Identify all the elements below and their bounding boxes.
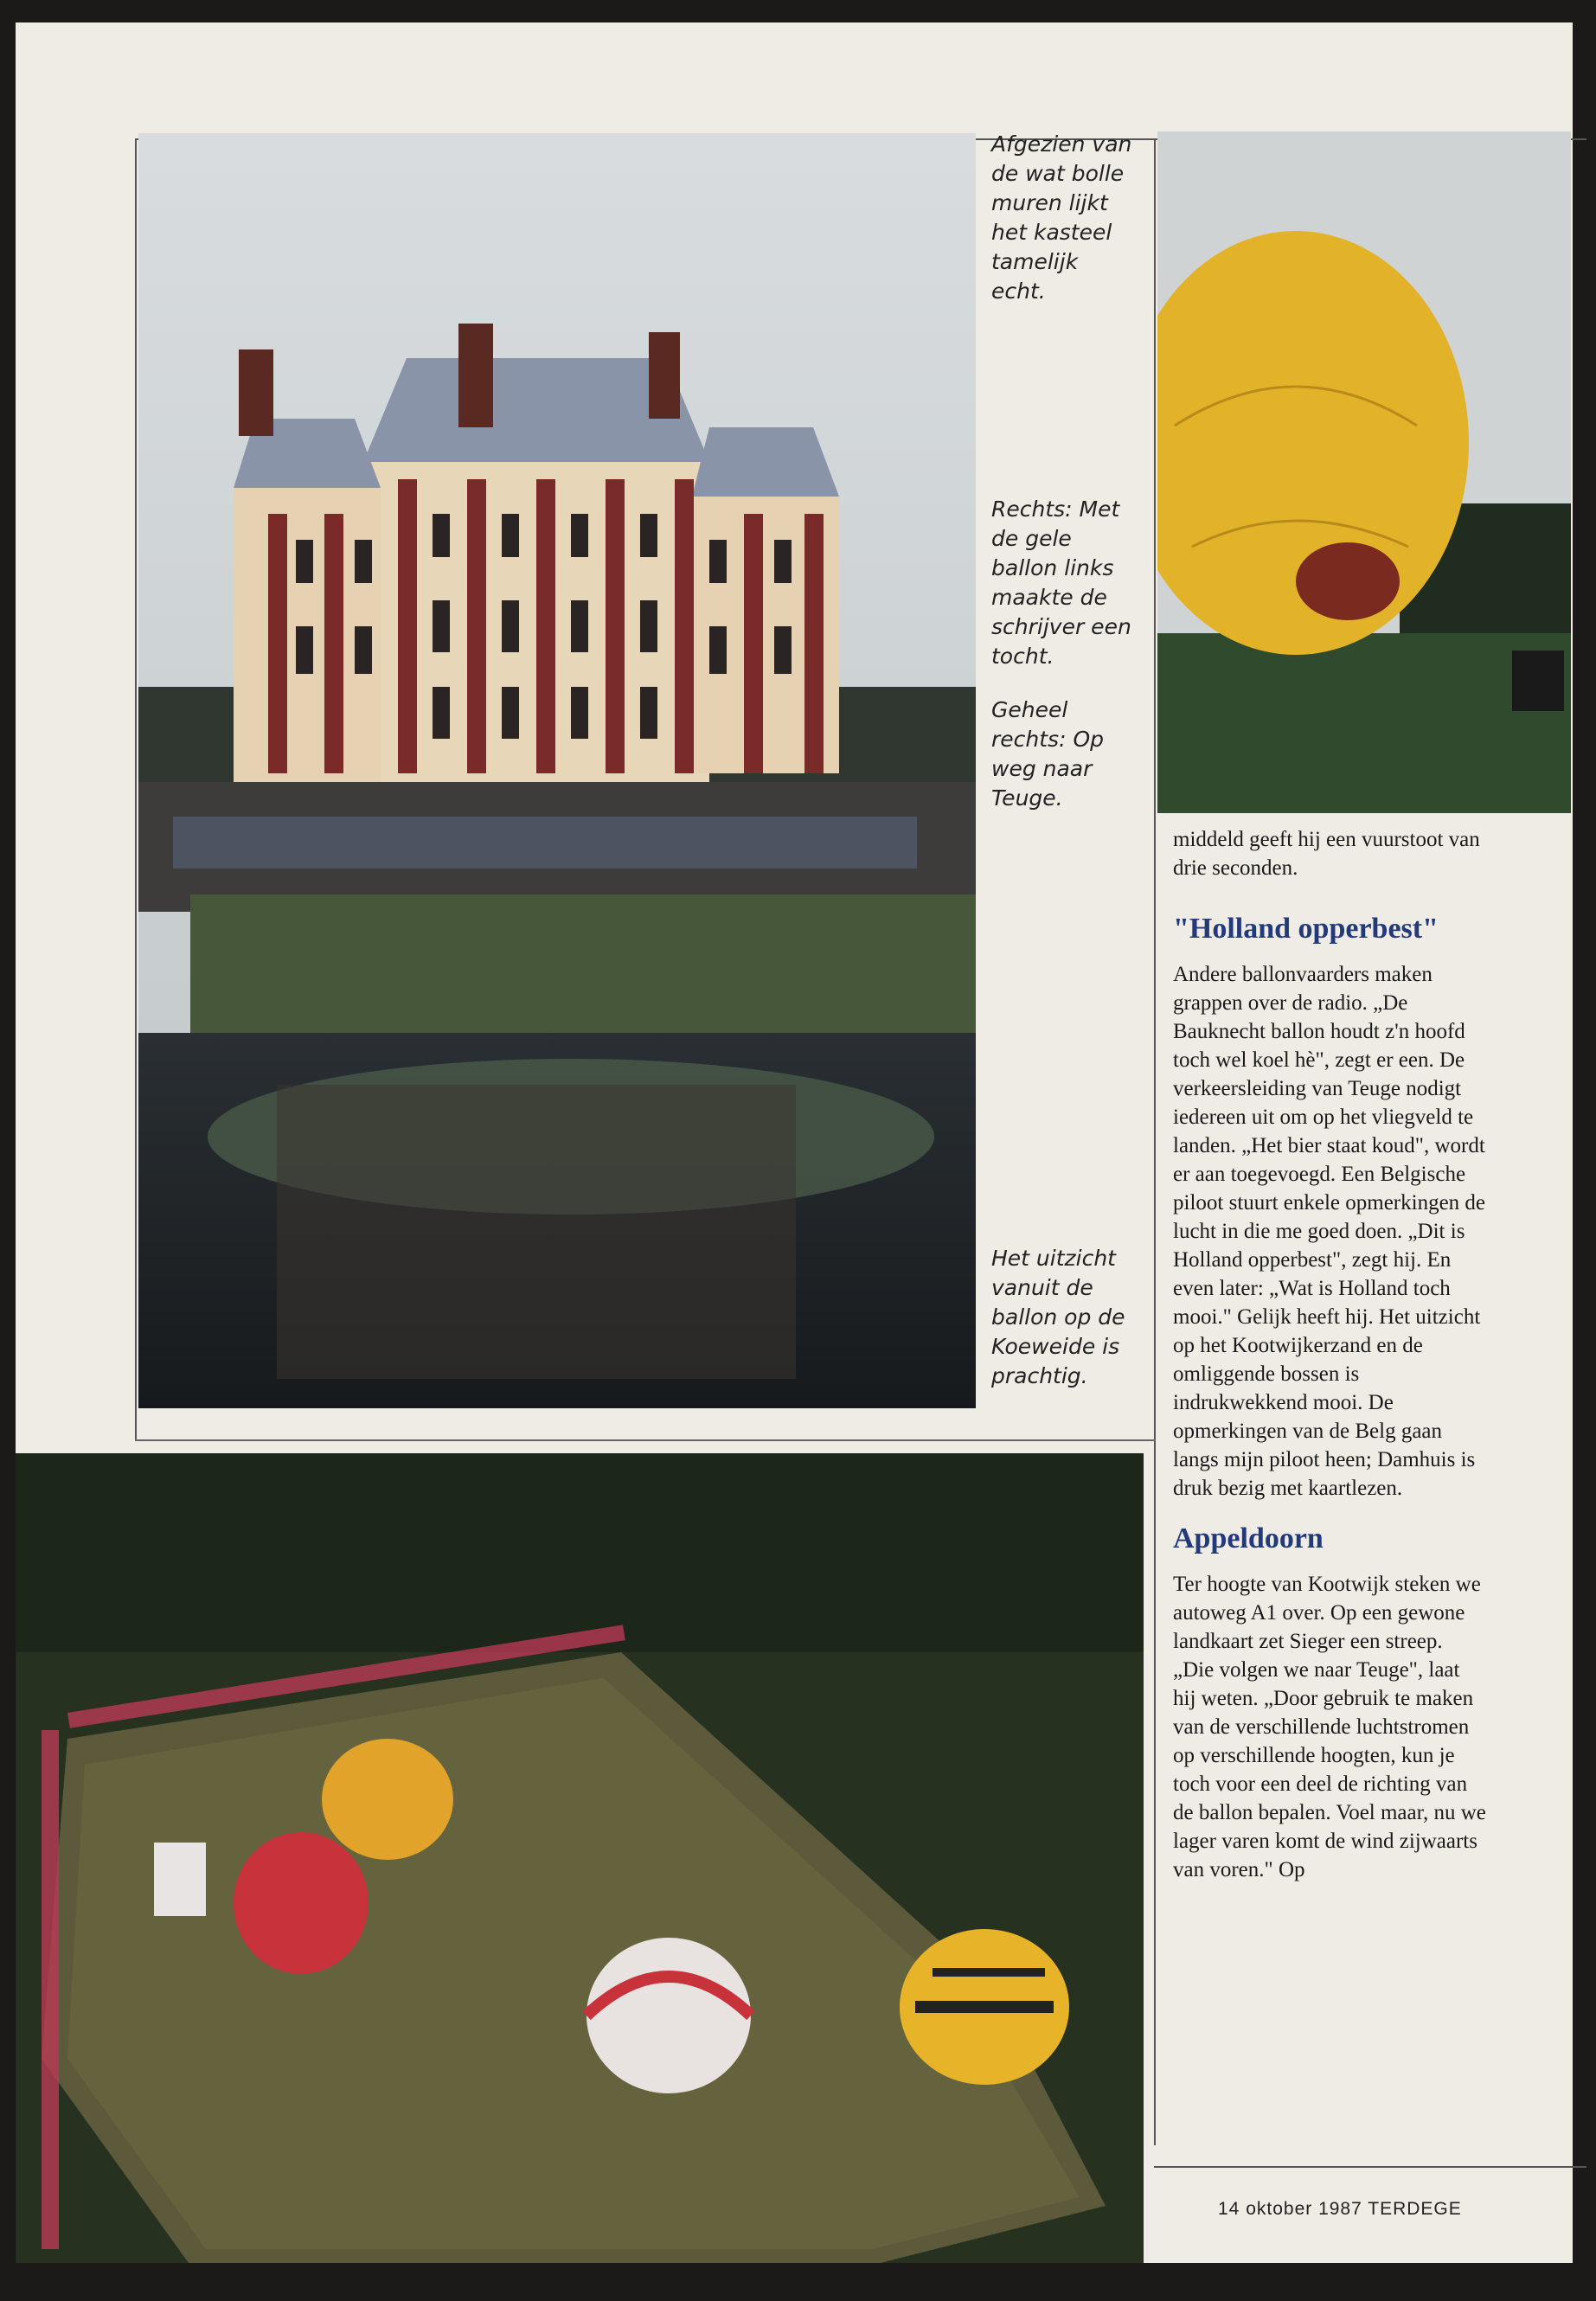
magazine-page bbox=[16, 22, 1573, 2263]
column-rule bbox=[1154, 138, 1156, 2145]
article-column bbox=[1173, 825, 1486, 1884]
caption-castle: Afgezien van de wat bolle muren lijkt het kasteel tamelijk echt. bbox=[991, 131, 1132, 304]
left-rule bbox=[135, 138, 137, 1440]
middle-rule bbox=[135, 1439, 1156, 1441]
article-intro: middeld geeft hij een vuurstoot van drie seconden. bbox=[1173, 828, 1480, 880]
heading-holland-opperbest: "Holland opperbest" bbox=[1173, 913, 1439, 945]
yellow-balloon-photo bbox=[1157, 131, 1571, 813]
article-paragraph-2: Ter hoogte van Kootwijk steken we autoweg A1 over. Op een gewone landkaart zet Sieger een streep. „Die volgen we naar Teuge", laat hij weten. „Door gebruik te maken van de verschillende luchtstromen op verschillende hoogten, kun je toch voor een deel de richting van de ballon bepalen. Voel maar, nu we lager varen komt de wind zijwaarts van voren." Op bbox=[1173, 1573, 1486, 1881]
caption-yellow-balloon: Rechts: Met de gele ballon links maakte de schrijver een tocht. bbox=[991, 497, 1131, 669]
caption-to-teuge: Geheel rechts: Op weg naar Teuge. bbox=[991, 697, 1104, 811]
page-footer: 14 oktober 1987 TERDEGE bbox=[1218, 2199, 1462, 2219]
article-paragraph-1: Andere ballonvaarders maken grappen over de radio. „De Bauknecht ballon houdt z'n hoofd toch wel koel hè", zegt er een. De verkeersleiding van Teuge nodigt iedereen uit om op het vliegveld te landen. „Het bier staat koud", wordt er aan toegevoegd. Een Belgische piloot stuurt enkele opmerkingen de lucht in die me goed doen. „Dit is Holland opperbest", zegt hij. En even later: „Wat is Holland toch mooi." Gelijk heeft hij. Het uitzicht op het Kootwijkerzand en de omliggende bossen is indrukwekkend mooi. De opmerkingen van de Belg gaan langs mijn piloot heen; Damhuis is druk bezig met kaartlezen. bbox=[1173, 963, 1486, 1500]
footer-rule bbox=[1154, 2166, 1586, 2168]
heading-appeldoorn: Appeldoorn bbox=[1173, 1522, 1324, 1554]
aerial-balloons-photo bbox=[16, 1453, 1144, 2263]
castle-photo bbox=[138, 133, 976, 1408]
caption-view: Het uitzicht vanuit de ballon op de Koeweide is prachtig. bbox=[991, 1246, 1125, 1388]
